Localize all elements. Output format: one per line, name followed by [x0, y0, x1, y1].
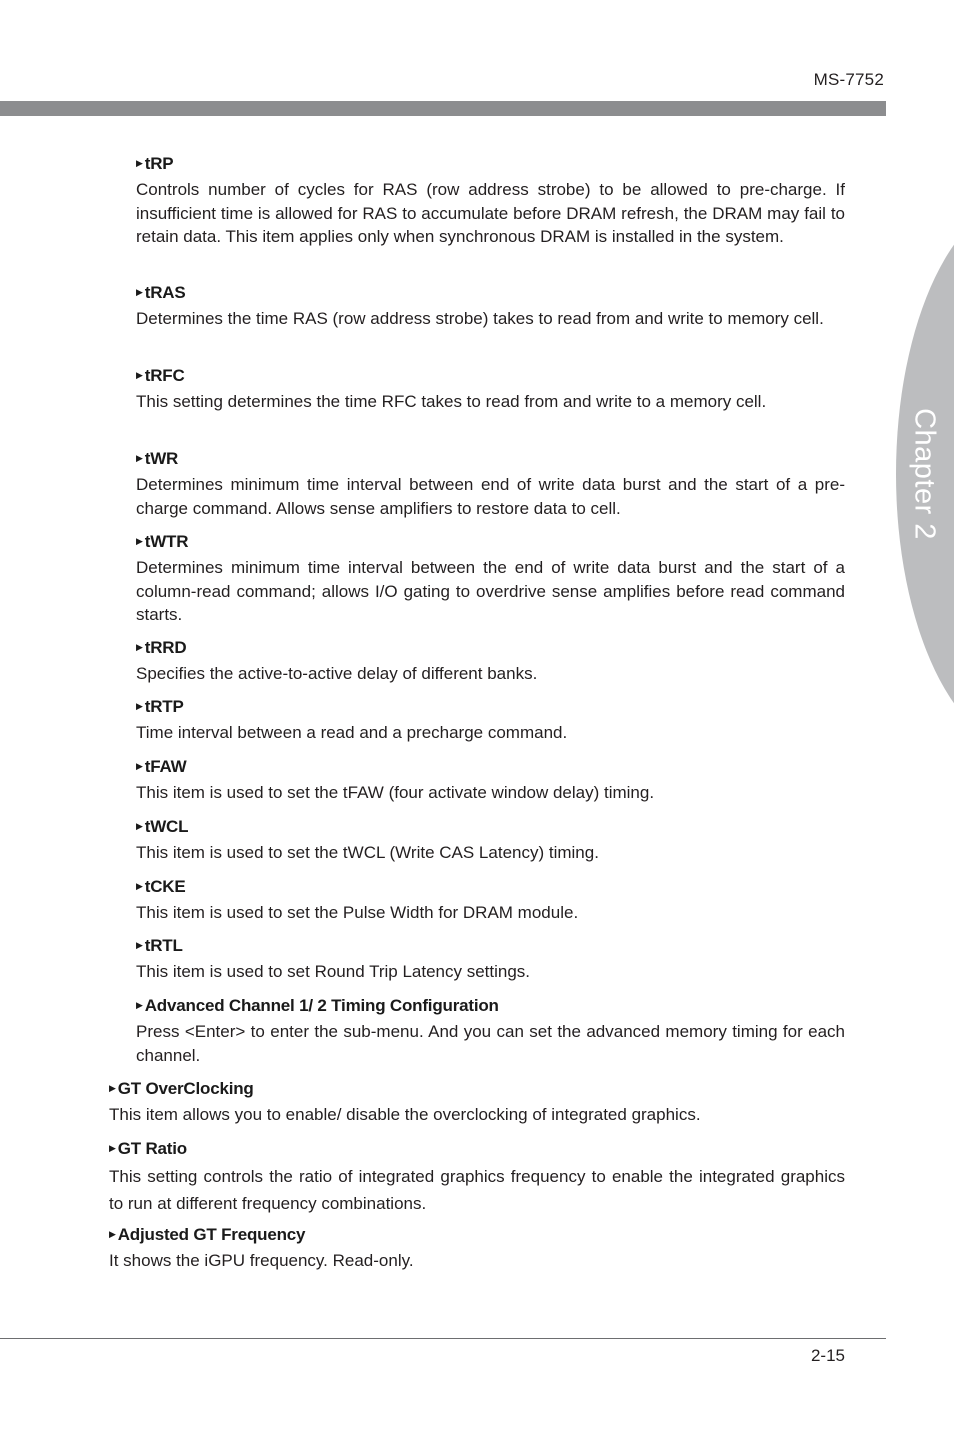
section-trtl [136, 934, 845, 984]
section-title: tRTP [144, 697, 184, 716]
section-title: Advanced Channel 1/ 2 Timing Configuration [144, 996, 499, 1015]
page-number: 2-15 [810, 1346, 845, 1365]
triangle-icon: ▶ [136, 287, 143, 297]
triangle-icon: ▶ [136, 370, 143, 380]
section-trp [136, 152, 845, 249]
section-description: Determines minimum time interval between end of write data burst and the start of a pre-charge command. Allows sense amplifiers to restore data to cell. [136, 475, 845, 518]
footer-divider [0, 1338, 886, 1339]
section-gt-overclocking [109, 1077, 845, 1127]
section-tcke [136, 875, 845, 925]
section-advanced-channel-timing [136, 994, 845, 1067]
section-title: tWTR [144, 532, 189, 551]
triangle-icon: ▶ [109, 1229, 116, 1239]
section-description: Determines minimum time interval between the end of write data burst and the start of a column-read command; allows I/O gating to overdrive sense amplifies before read command starts. [136, 558, 845, 624]
triangle-icon: ▶ [136, 453, 143, 463]
section-gt-ratio [109, 1137, 845, 1217]
section-description: This setting controls the ratio of integrated graphics frequency to enable the integrated graphics to run at different frequency combinations. [109, 1167, 845, 1213]
triangle-icon: ▶ [109, 1143, 116, 1153]
section-description: Controls number of cycles for RAS (row address strobe) to be allowed to pre-charge. If insufficient time is allowed for RAS to accumulate before DRAM refresh, the DRAM may fail to retain data. This item applies only when synchronous DRAM is installed in the system. [136, 180, 845, 246]
triangle-icon: ▶ [136, 158, 143, 168]
section-tras [136, 281, 845, 331]
section-title: tRAS [144, 283, 186, 302]
triangle-icon: ▶ [136, 642, 143, 652]
section-description: This item is used to set the Pulse Width for DRAM module. [136, 903, 579, 922]
section-title: tWR [144, 449, 179, 468]
section-description: Press <Enter> to enter the sub-menu. And you can set the advanced memory timing for each channel. [136, 1022, 845, 1065]
triangle-icon: ▶ [136, 821, 143, 831]
section-title: tFAW [144, 757, 187, 776]
section-trfc [136, 364, 845, 414]
section-description: This item is used to set Round Trip Latency settings. [136, 962, 531, 981]
section-title: GT OverClocking [117, 1079, 254, 1098]
section-twr [136, 447, 845, 520]
section-title: tWCL [144, 817, 189, 836]
section-trrd [136, 636, 845, 686]
section-description: This item is used to set the tWCL (Write CAS Latency) timing. [136, 843, 599, 862]
triangle-icon: ▶ [136, 761, 143, 771]
section-description: This setting determines the time RFC takes to read from and write to a memory cell. [136, 392, 767, 411]
section-title: tRTL [144, 936, 183, 955]
section-title: tRFC [144, 366, 185, 385]
section-description: This item allows you to enable/ disable the overclocking of integrated graphics. [109, 1105, 701, 1124]
triangle-icon: ▶ [136, 1000, 143, 1010]
section-description: It shows the iGPU frequency. Read-only. [109, 1251, 414, 1270]
section-trtp [136, 695, 845, 745]
section-title: tRP [144, 154, 174, 173]
triangle-icon: ▶ [109, 1083, 116, 1093]
section-tfaw [136, 755, 845, 805]
section-description: Specifies the active-to-active delay of different banks. [136, 664, 538, 683]
triangle-icon: ▶ [136, 701, 143, 711]
triangle-icon: ▶ [136, 881, 143, 891]
chapter-label-text: Chapter 2 [908, 408, 941, 540]
section-title: tCKE [144, 877, 186, 896]
section-description: This item is used to set the tFAW (four activate window delay) timing. [136, 783, 655, 802]
model-number: MS-7752 [813, 70, 884, 89]
triangle-icon: ▶ [136, 536, 143, 546]
section-title: GT Ratio [117, 1139, 187, 1158]
section-adjusted-gt-frequency [109, 1223, 845, 1273]
section-title: Adjusted GT Frequency [117, 1225, 306, 1244]
section-description: Time interval between a read and a precharge command. [136, 723, 568, 742]
section-twtr [136, 530, 845, 627]
section-twcl [136, 815, 845, 865]
section-description: Determines the time RAS (row address strobe) takes to read from and write to memory cell. [136, 309, 824, 328]
triangle-icon: ▶ [136, 940, 143, 950]
section-title: tRRD [144, 638, 187, 657]
header-bar [0, 101, 886, 116]
